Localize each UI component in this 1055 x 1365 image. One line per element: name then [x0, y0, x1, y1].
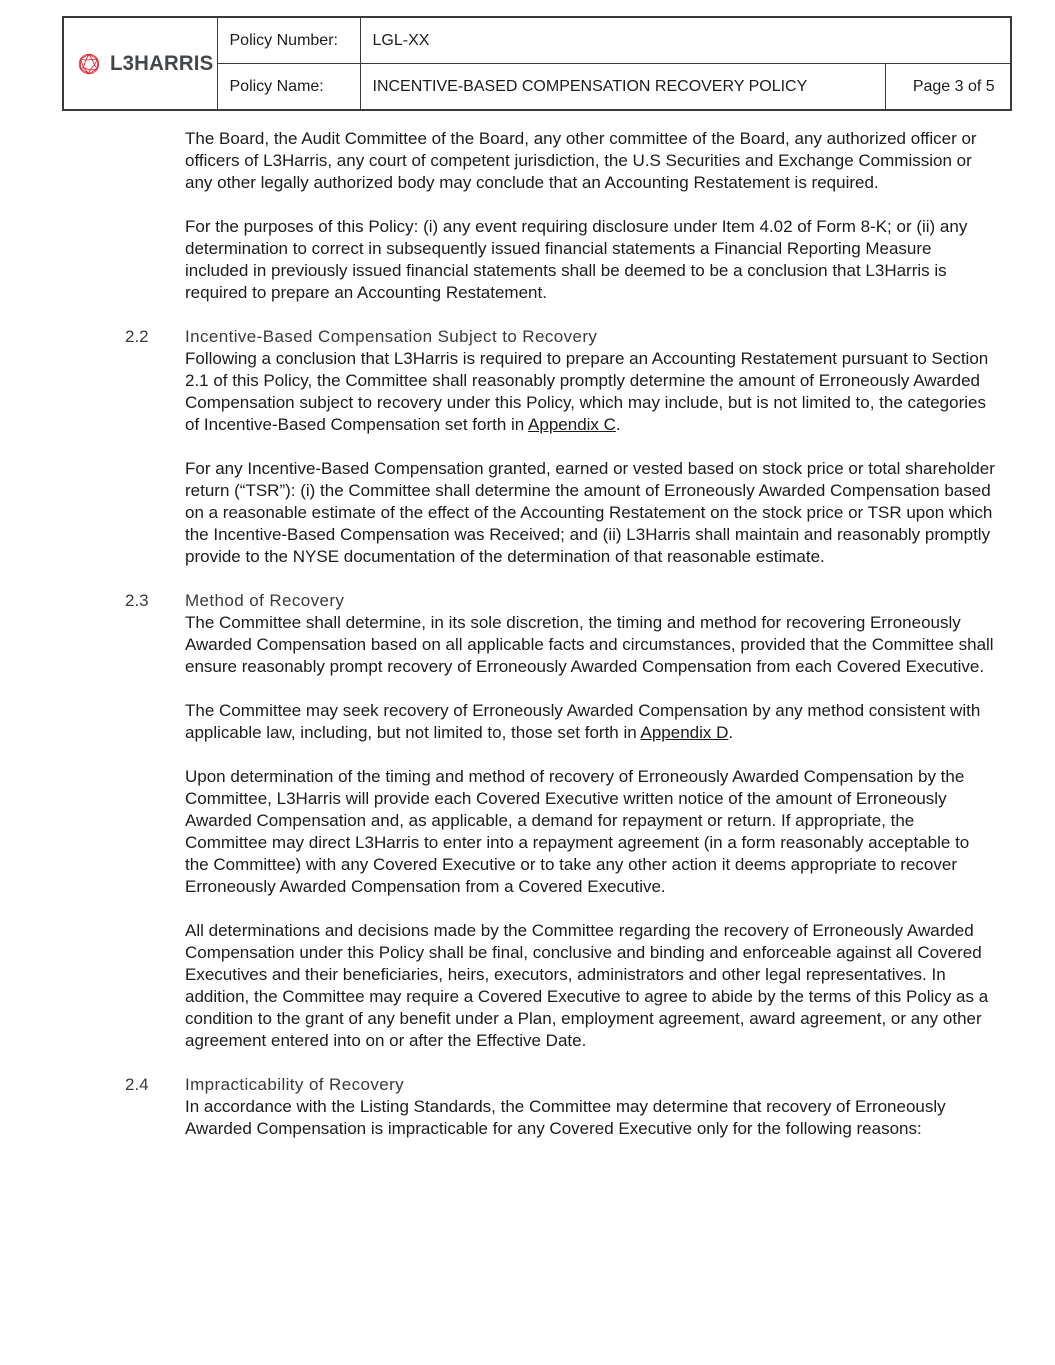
policy-name-label: Policy Name:	[217, 64, 360, 111]
section-2.4	[125, 1074, 1000, 1162]
brand-wordmark: L3HARRIS	[109, 51, 214, 75]
section-paragraph	[185, 458, 997, 568]
section-2.3	[125, 590, 1000, 1074]
l3harris-logo	[76, 44, 217, 84]
geodesic-globe-icon	[76, 44, 102, 84]
intro-paragraph	[185, 216, 997, 304]
text-run: The Committee may seek recovery of Erroneously Awarded Compensation by any method consistent with applicable law, including, but not limited to, those set forth in	[185, 701, 981, 742]
text-run: In accordance with the Listing Standards, the Committee may determine that recovery of Erroneously Awarded Compensation is impracticable for any Covered Executive only for the following reasons:	[185, 1097, 946, 1138]
text-run: .	[728, 723, 734, 742]
section-paragraph	[185, 920, 997, 1052]
section-number: 2.2	[125, 327, 149, 346]
header-table	[62, 16, 1012, 111]
text-run: Following a conclusion that L3Harris is required to prepare an Accounting Restatement pursuant to Section 2.1 of this Policy, the Committee shall reasonably promptly determine the amount of Erroneously Awarded Compensation subject to recovery under this Policy, which may include, but is not limited to, the categories of Incentive-Based Compensation set forth in	[185, 349, 989, 434]
section-paragraph	[185, 1096, 997, 1140]
policy-number-label: Policy Number:	[217, 17, 360, 64]
policy-number-value: LGL-XX	[360, 17, 1011, 64]
section-content	[185, 1074, 997, 1162]
text-run: The Board, the Audit Committee of the Board, any other committee of the Board, any authorized officer or officers of L3Harris, any court of competent jurisdiction, the U.S Securities and Exchange Commission or any other legally authorized body may conclude that an Accounting Restatement is required.	[185, 129, 977, 192]
header-row-policy-number	[63, 17, 1011, 64]
section-paragraph	[185, 348, 997, 436]
text-run: All determinations and decisions made by the Committee regarding the recovery of Erroneously Awarded Compensation under this Policy shall be final, conclusive and binding and enforceable against all Covered Executives and their beneficiaries, heirs, executors, administrators and other legal representatives. In addition, the Committee may require a Covered Executive to agree to abide by the terms of this Policy as a condition to the grant of any benefit under a Plan, employment agreement, award agreement, or any other agreement entered into on or after the Effective Date.	[185, 921, 989, 1050]
section-content	[185, 326, 997, 590]
section-content	[185, 590, 997, 1074]
policy-name-value: INCENTIVE-BASED COMPENSATION RECOVERY POLICY	[360, 64, 885, 111]
text-run: The Committee shall determine, in its sole discretion, the timing and method for recovering Erroneously Awarded Compensation based on all applicable facts and circumstances, provided that the Committee shall ensure reasonably prompt recovery of Erroneously Awarded Compensation from each Covered Executive.	[185, 613, 994, 676]
page-indicator: Page 3 of 5	[885, 64, 1011, 111]
section-paragraph	[185, 612, 997, 678]
logo-cell	[63, 17, 217, 110]
section-title: Method of Recovery	[185, 591, 345, 610]
intro-paragraph	[185, 128, 997, 194]
section-2.2	[125, 326, 1000, 590]
text-run: .	[615, 415, 621, 434]
text-run: Upon determination of the timing and method of recovery of Erroneously Awarded Compensation by the Committee, L3Harris will provide each Covered Executive written notice of the amount of Erroneously Awarded Compensation and, as applicable, a demand for repayment or return. If appropriate, the Committee may direct L3Harris to enter into a repayment agreement (in a form reasonably acceptable to the Committee) with any Covered Executive or to take any other action it deems appropriate to recover Erroneously Awarded Compensation from a Covered Executive.	[185, 767, 970, 896]
section-title: Impracticability of Recovery	[185, 1075, 405, 1094]
text-run: For the purposes of this Policy: (i) any event requiring disclosure under Item 4.02 of Form 8-K; or (ii) any determination to correct in subsequently issued financial statements a Financial Reporting Measure included in previously issued financial statements shall be deemed to be a conclusion that L3Harris is required to prepare an Accounting Restatement.	[185, 217, 968, 302]
section-number: 2.3	[125, 591, 149, 610]
section-paragraph	[185, 766, 997, 898]
appendix-reference-link[interactable]: Appendix D	[640, 723, 729, 742]
document-body	[125, 128, 1000, 1162]
appendix-reference-link[interactable]: Appendix C	[528, 415, 616, 434]
section-number: 2.4	[125, 1075, 149, 1094]
text-run: For any Incentive-Based Compensation granted, earned or vested based on stock price or total shareholder return (“TSR”): (i) the Committee shall determine the amount of Erroneously Awarded Compensation based on a reasonable estimate of the effect of the Accounting Restatement on the stock price or TSR upon which the Incentive-Based Compensation was Received; and (ii) L3Harris shall maintain and reasonably promptly provide to the NYSE documentation of the determination of that reasonable estimate.	[185, 459, 995, 566]
section-paragraph	[185, 700, 997, 744]
section-title: Incentive-Based Compensation Subject to Recovery	[185, 327, 598, 346]
